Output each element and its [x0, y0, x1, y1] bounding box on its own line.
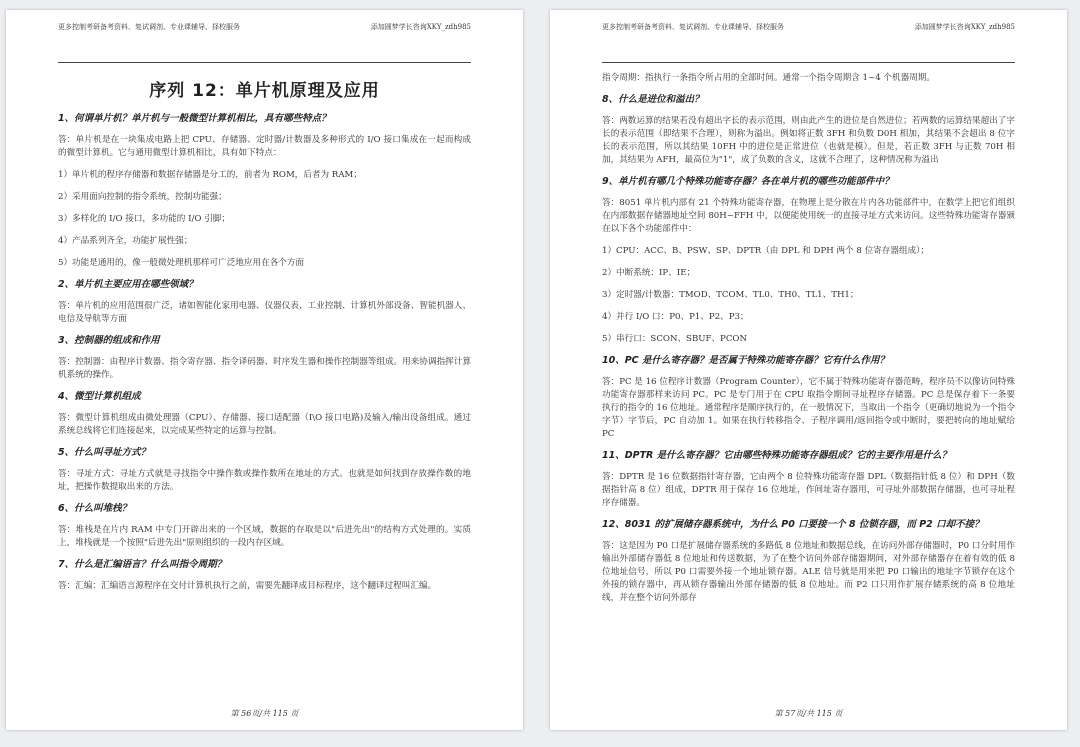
- page-footer: 第 57页/共 115 页: [774, 709, 843, 718]
- document-page-right: [550, 10, 1067, 730]
- question-heading: 10、PC 是什么寄存器？是否属于特殊功能寄存器？它有什么作用？: [602, 355, 889, 366]
- page-header: [58, 22, 471, 32]
- answer-paragraph: 4）产品系列齐全，功能扩展性强；: [58, 236, 193, 246]
- page-footer: 第 56页/共 115 页: [230, 709, 299, 718]
- document-page-left: [6, 10, 523, 730]
- answer-paragraph: 5）串行口：SCON、SBUF、PCON: [602, 334, 747, 344]
- question-heading: 9、单片机有哪几个特殊功能寄存器？各在单片机的哪些功能部件中？: [602, 176, 894, 187]
- question-heading: 8、什么是进位和溢出？: [602, 94, 704, 105]
- header-rule: [58, 62, 471, 63]
- header-right-text: 添加圆梦学长咨询XKY_zdh985: [914, 23, 1015, 31]
- answer-paragraph: 答：控制器：由程序计数器、指令寄存器、指令译码器、时序发生器和操作控制器等组成。用来协调指挥计算机系统的操作。: [58, 357, 471, 380]
- answer-paragraph: 答：堆栈是在片内 RAM 中专门开辟出来的一个区域，数据的存取是以"后进先出"的结构方式处理的。实质上，堆栈就是一个按照"后进先出"原则组织的一段内存区域。: [58, 525, 471, 548]
- question-heading: 11、DPTR 是什么寄存器？它由哪些特殊功能寄存器组成？它的主要作用是什么？: [602, 450, 952, 461]
- answer-paragraph: 答：微型计算机组成由微处理器（CPU）、存储器、接口适配器（I\O 接口电路)及输入/输出设备组成。通过系统总线将它们连接起来，以完成某些特定的运算与控制。: [58, 413, 471, 436]
- answer-paragraph: 5）功能是通用的，像一般微处理机那样可广泛地应用在各个方面: [58, 258, 305, 268]
- answer-paragraph: 答：单片机是在一块集成电路上把 CPU、存储器、定时器/计数器及多种形式的 I/O 接口集成在一起而构成的微型计算机。它与通用微型计算机相比，具有如下特点：: [58, 135, 471, 158]
- header-rule: [602, 62, 1015, 63]
- question-heading: 12、8031 的扩展储存器系统中，为什么 P0 口要接一个 8 位锁存器，而 P2 口却不接？: [602, 519, 984, 530]
- answer-paragraph: 1）单片机的程序存储器和数据存储器是分工的，前者为 ROM，后者为 RAM；: [58, 170, 362, 180]
- question-heading: 6、什么叫堆栈？: [58, 503, 132, 514]
- answer-paragraph: 答：8051 单片机内部有 21 个特殊功能寄存器，在物理上是分散在片内各功能部件中，在数学上把它们组织在内部数据存储器地址空间 80H~FFH 中，以便能使用统一的直接寻址方式来访问。这些特殊功能寄存器颁在以下各个功能部件中：: [602, 198, 1015, 234]
- answer-paragraph: 答：这是因为 P0 口是扩展储存器系统的多路低 8 位地址和数据总线，在访问外部存储器时，P0 口分时用作输出外部储存器低 8 位地址和传送数据，为了在整个访问外部存储器期间，对外部存储器存在着有效的低 8 位地址信号，所以 P0 口需要外接一个地址锁存器。ALE 信号就是用来把 P0 口输出的地址字节锁存在这个外接的锁存器中，再从锁存器输出外部存储器的低 8 位地址。而 P2 口只用作扩展存储系统的高 8 位地址线，并在整个访问外部存: [602, 541, 1015, 603]
- question-heading: 5、什么叫寻址方式？: [58, 447, 151, 458]
- page-title: 序列 12：单片机原理及应用: [149, 81, 380, 101]
- answer-paragraph: 答：PC 是 16 位程序计数器（Program Counter），它不属于特殊功能寄存器范畴，程序员不以像访问特殊功能寄存器那样来访问 PC。PC 是专门用于在 CPU 取指令期间寻址程序存储器。PC 总是保存着下一条要执行的指令的 16 位地址。通常程序是顺序执行的，在一般情况下，当取出一个指令（更确切地说为一个指令字节）字节后，PC 自动加 1。如果在执行转移指令、子程序调用/返回指令或中断时，要把转向的地址赋给 PC: [602, 377, 1015, 439]
- answer-paragraph: 答：DPTR 是 16 位数据指针寄存器，它由两个 8 位特殊功能寄存器 DPL（数据指针低 8 位）和 DPH（数据指针高 8 位）组成，DPTR 用于保存 16 位地址，作间址寄存器用，可寻址外部数据存储器，也可寻址程序存储器。: [602, 472, 1015, 508]
- answer-paragraph: 答：汇编：汇编语言源程序在交付计算机执行之前，需要先翻译成目标程序，这个翻译过程叫汇编。: [58, 581, 437, 591]
- answer-paragraph: 指令周期：指执行一条指令所占用的全部时间。通常一个指令周期含 1~4 个机器周期。: [602, 73, 935, 83]
- answer-paragraph: 2）采用面向控制的指令系统，控制功能强；: [58, 192, 227, 202]
- header-left-text: 更多控制考研备考资料、复试调剂、专业课辅导、择校服务: [58, 23, 240, 31]
- answer-paragraph: 2）中断系统：IP、IE；: [602, 268, 696, 278]
- answer-paragraph: 1）CPU：ACC、B、PSW、SP、DPTR（由 DPL 和 DPH 两个 8 位寄存器组成）；: [602, 246, 930, 256]
- question-heading: 3、控制器的组成和作用: [58, 335, 160, 346]
- question-heading: 1、何谓单片机？单片机与一般微型计算机相比，具有哪些特点？: [58, 113, 331, 124]
- header-right-text: 添加圆梦学长咨询XKY_zdh985: [370, 23, 471, 31]
- answer-paragraph: 答：寻址方式：寻址方式就是寻找指令中操作数或操作数所在地址的方式。也就是如何找到存放操作数的地址，把操作数提取出来的方法。: [58, 469, 471, 492]
- header-left-text: 更多控制考研备考资料、复试调剂、专业课辅导、择校服务: [602, 23, 784, 31]
- question-heading: 2、单片机主要应用在哪些领域？: [58, 279, 198, 290]
- answer-paragraph: 答：两数运算的结果若没有超出字长的表示范围，则由此产生的进位是自然进位；若两数的运算结果超出了字长的表示范围（即结果不合理），则称为溢出。例如将正数 3FH 和负数 D0H 相加，其结果不会超出 8 位字长的表示范围，所以其结果 10FH 中的进位是正常进位（也就是模）。但是，若正数 3FH 与正数 70H 相加，其结果为 AFH，最高位为"1"，成了负数的含义，这就不合理了，这种情况称为溢出: [602, 116, 1015, 165]
- answer-paragraph: 答：单片机的应用范围很广泛，诸如智能化家用电器、仪器仪表、工业控制、计算机外部设备、智能机器人、电信及导航等方面: [58, 301, 471, 324]
- answer-paragraph: 3）多样化的 I/O 接口，多功能的 I/O 引脚；: [58, 214, 230, 224]
- question-heading: 7、什么是汇编语言？什么叫指令周期？: [58, 559, 227, 570]
- page-body: [58, 72, 471, 602]
- answer-paragraph: 3）定时器/计数器：TMOD、TCOM、TL0、TH0、TL1、TH1；: [602, 290, 859, 300]
- question-heading: 4、微型计算机组成: [58, 391, 141, 402]
- answer-paragraph: 4）并行 I/O 口：P0、P1、P2、P3；: [602, 312, 749, 322]
- page-body: [602, 72, 1015, 614]
- page-header: [602, 22, 1015, 32]
